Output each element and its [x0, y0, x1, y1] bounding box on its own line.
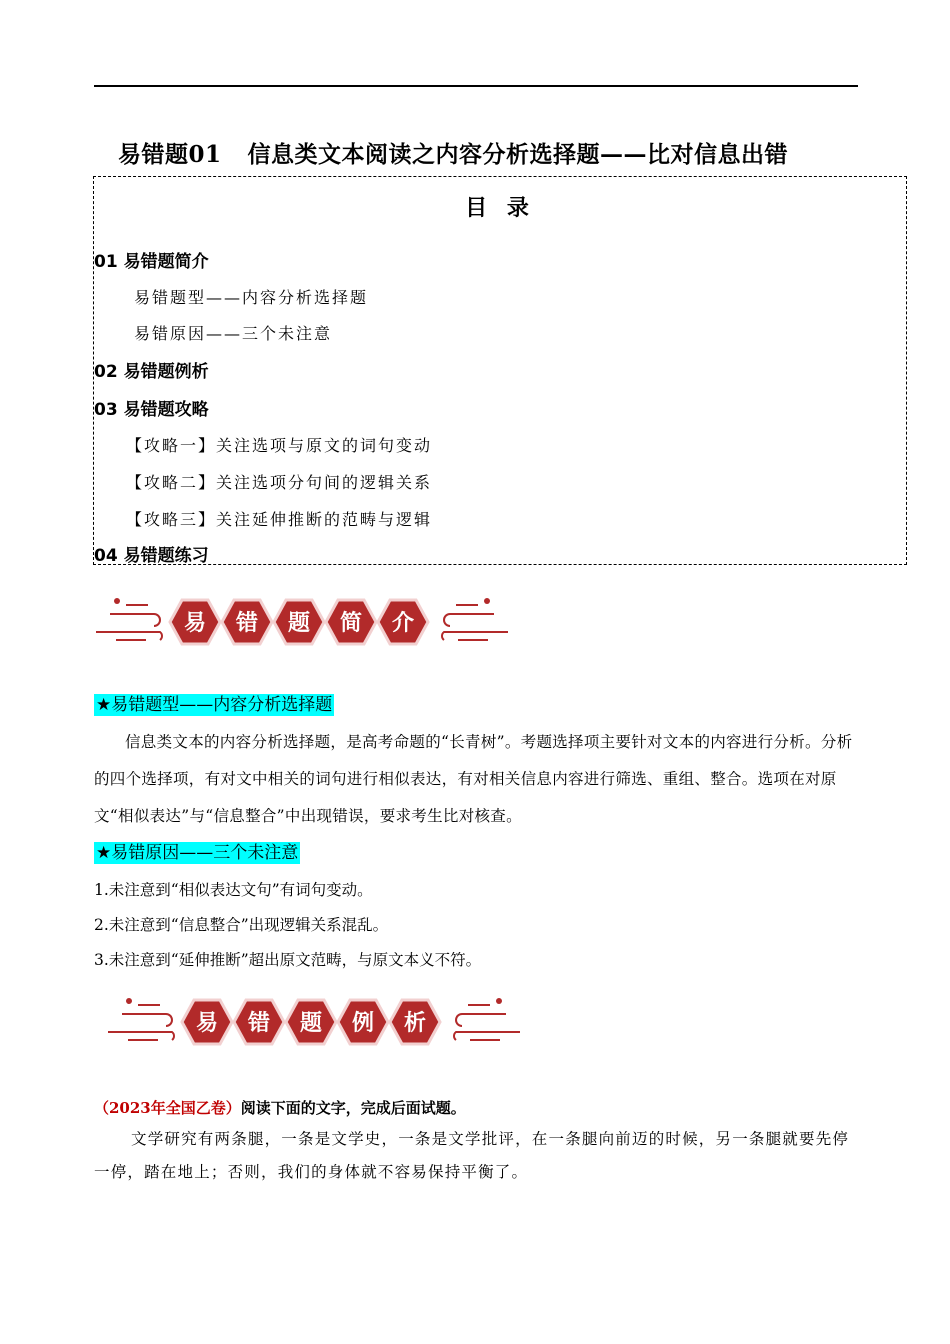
banner-char: 题 — [287, 611, 311, 636]
type-heading: ★易错题型——内容分析选择题 — [96, 695, 333, 715]
banner-graphic — [108, 992, 520, 1052]
exam-instruction: 阅读下面的文字，完成后面试题。 — [240, 1099, 466, 1117]
title-main: 信息类文本阅读之内容分析选择题——比对信息出错 — [247, 141, 789, 168]
banner-char: 析 — [403, 1011, 427, 1036]
banner-right-ornament — [454, 998, 520, 1040]
header-rule — [94, 85, 858, 87]
toc-sub-type[interactable]: 易错题型——内容分析选择题 — [134, 288, 369, 307]
toc-section-practice[interactable]: 04 易错题练习 — [94, 546, 209, 566]
type-paragraph: 信息类文本的内容分析选择题，是高考命题的“长青树”。考题选择项主要针对文本的内容进行分析。分析的四个选择项，有对文中相关的词句进行相似表达，有对相关信息内容进行筛选、重组、整合。选项在对原文“相似表达”与“信息整合”中出现错误，要求考生比对核查。 — [94, 733, 853, 825]
toc-sub-strategy-1[interactable]: 【攻略一】关注选项与原文的词句变动 — [126, 436, 433, 455]
banner-left-ornament — [96, 598, 162, 640]
banner-char: 例 — [351, 1011, 375, 1036]
document-title — [118, 136, 788, 169]
banner-char: 易 — [183, 611, 207, 636]
section-banner-examples — [108, 992, 520, 1052]
toc-section-intro[interactable]: 01 易错题简介 — [94, 252, 209, 272]
reason-heading: ★易错原因——三个未注意 — [96, 843, 299, 863]
table-of-contents — [93, 176, 907, 565]
toc-sub-reason[interactable]: 易错原因——三个未注意 — [134, 324, 333, 343]
exam-source: （2023年全国乙卷） — [94, 1099, 241, 1117]
banner-char: 题 — [299, 1011, 323, 1036]
section-banner-intro — [96, 592, 508, 652]
toc-heading: 目 录 — [465, 196, 535, 221]
banner-char: 简 — [339, 611, 363, 636]
banner-char: 错 — [235, 611, 259, 636]
banner-right-ornament — [442, 598, 508, 640]
exam-heading — [94, 1097, 466, 1118]
banner-char: 易 — [195, 1011, 219, 1036]
toc-section-strategies[interactable]: 03 易错题攻略 — [94, 400, 209, 420]
banner-left-ornament — [108, 998, 174, 1040]
toc-sub-strategy-3[interactable]: 【攻略三】关注延伸推断的范畴与逻辑 — [126, 510, 433, 529]
toc-sub-strategy-2[interactable]: 【攻略二】关注选项分句间的逻辑关系 — [126, 473, 433, 492]
title-prefix: 易错题01 — [118, 141, 222, 168]
reason-item: 3.未注意到“延伸推断”超出原文范畴，与原文本义不符。 — [94, 951, 482, 969]
banner-char: 介 — [391, 611, 415, 636]
banner-char: 错 — [247, 1011, 271, 1036]
toc-section-examples[interactable]: 02 易错题例析 — [94, 362, 209, 382]
reason-item: 2.未注意到“信息整合”出现逻辑关系混乱。 — [94, 916, 389, 934]
reason-item: 1.未注意到“相似表达文句”有词句变动。 — [94, 881, 373, 899]
passage-text: 文学研究有两条腿，一条是文学史，一条是文学批评，在一条腿向前迈的时候，另一条腿就要先停一停，踏在地上；否则，我们的身体就不容易保持平衡了。 — [94, 1130, 850, 1181]
banner-graphic — [96, 592, 508, 652]
